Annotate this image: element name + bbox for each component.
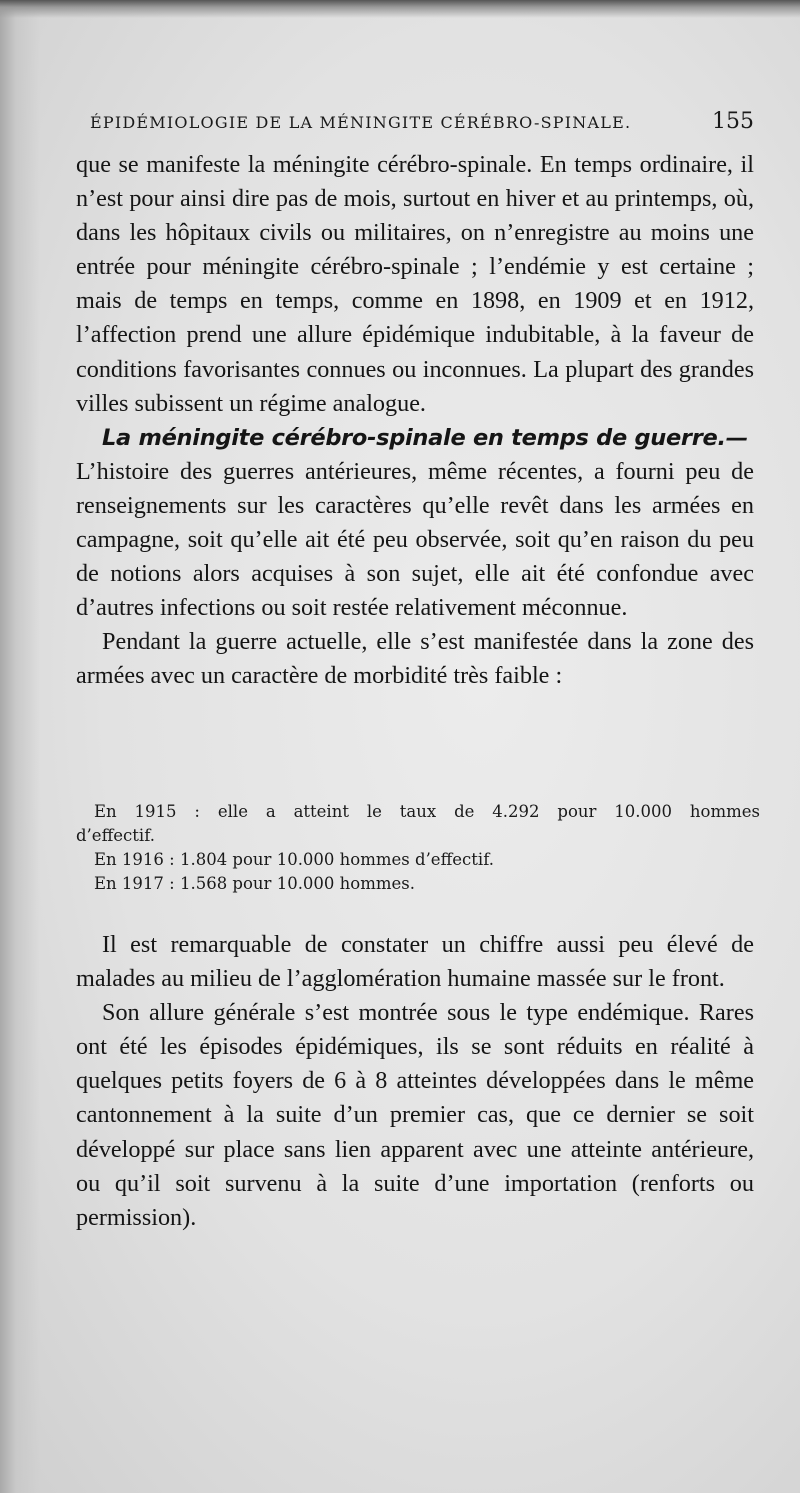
paragraph-3: Pendant la guerre actuelle, elle s’est manifestée dans la zone des armées avec un caractère de morbidité très faible : [76, 628, 754, 690]
text-block-upper [76, 148, 754, 694]
running-head-title: ÉPIDÉMIOLOGIE DE LA MÉNINGITE CÉRÉBRO-SPINALE. [90, 113, 632, 132]
paragraph-1: que se manifeste la méningite cérébro-spinale. En temps ordinaire, il n’est pour ainsi dire pas de mois, surtout en hiver et au printemps, où, dans les hôpitaux civils ou militaires, on n’enregistre au moins une entrée pour méningite cérébro-spinale ; l’endémie y est certaine ; mais de temps en temps, comme en 1898, en 1909 et en 1912, l’affection prend une allure épidémique indubitable, à la faveur de conditions favorisantes connues ou inconnues. La plupart des grandes villes subissent un régime analogue. [76, 151, 754, 417]
statistics-block [76, 800, 760, 896]
running-head [90, 109, 770, 134]
page-edge-shadow [0, 0, 40, 1493]
statistics-line-1915-continued: d’effectif. [76, 826, 155, 845]
statistics-line-1915: En 1915 : elle a atteint le taux de 4.292 pour 10.000 hommes [94, 802, 760, 821]
statistics-line-1917: En 1917 : 1.568 pour 10.000 hommes. [94, 874, 416, 893]
page-top-shadow [0, 0, 800, 18]
paragraph-5: Son allure générale s’est montrée sous le type endémique. Rares ont été les épisodes épidémiques, ils se sont réduits en réalité à quelques petits foyers de 6 à 8 atteintes développées dans le même cantonnement à la suite d’un premier cas, que ce dernier se soit développé sur place sans lien apparent avec une atteinte antérieure, ou qu’il soit survenu à la suite d’une importation (renforts ou permission). [76, 999, 754, 1231]
text-block-lower [76, 928, 754, 1235]
paragraph-4: Il est remarquable de constater un chiffre aussi peu élevé de malades au milieu de l’agglomération humaine massée sur le front. [76, 931, 754, 993]
paragraph-2: L’histoire des guerres antérieures, même récentes, a fourni peu de renseignements sur les caractères qu’elle revêt dans les armées en campagne, soit qu’elle ait été peu observée, soit qu’en raison du peu de notions alors acquises à son sujet, elle ait été confondue avec d’autres infections ou soit restée relativement méconnue. [76, 457, 754, 622]
section-paragraph [76, 421, 754, 455]
page-number: 155 [712, 109, 754, 134]
statistics-line-1916: En 1916 : 1.804 pour 10.000 hommes d’effectif. [94, 850, 494, 869]
section-heading: La méningite cérébro-spinale en temps de guerre.— [102, 424, 748, 451]
